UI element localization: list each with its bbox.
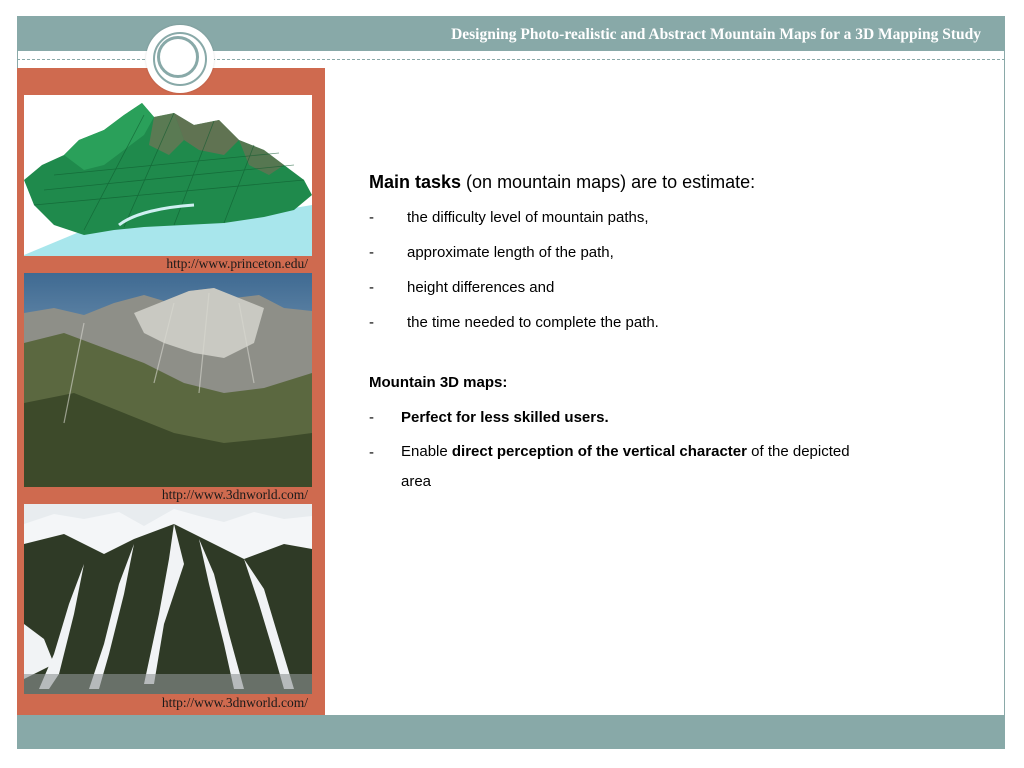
- main-content: [369, 172, 889, 490]
- image-caption-1: http://www.princeton.edu/: [166, 256, 308, 271]
- task-item: - the difficulty level of mountain paths,: [369, 209, 649, 226]
- image-caption-3: http://www.3dnworld.com/: [161, 695, 308, 710]
- decorative-medallion: [146, 25, 214, 93]
- footer-bar: [17, 715, 1005, 749]
- snowy-mountain-image: [24, 504, 312, 694]
- rocky-mountain-image: [24, 273, 312, 487]
- task-item: - the time needed to complete the path.: [369, 314, 659, 331]
- task-item: - height differences and: [369, 279, 555, 296]
- image-caption-2: http://www.3dnworld.com/: [161, 487, 308, 502]
- task-item: - approximate length of the path,: [369, 244, 614, 261]
- maps-point: - Enable direct perception of the vertical character of the depicted area: [369, 443, 850, 490]
- slide-title: Designing Photo-realistic and Abstract Mountain Maps for a 3D Mapping Study: [451, 26, 981, 43]
- main-tasks-heading: Main tasks (on mountain maps) are to estimate:: [369, 172, 756, 192]
- maps-heading: Mountain 3D maps:: [369, 374, 508, 391]
- terrain-model-image: [24, 95, 312, 256]
- maps-point: - Perfect for less skilled users.: [369, 409, 609, 426]
